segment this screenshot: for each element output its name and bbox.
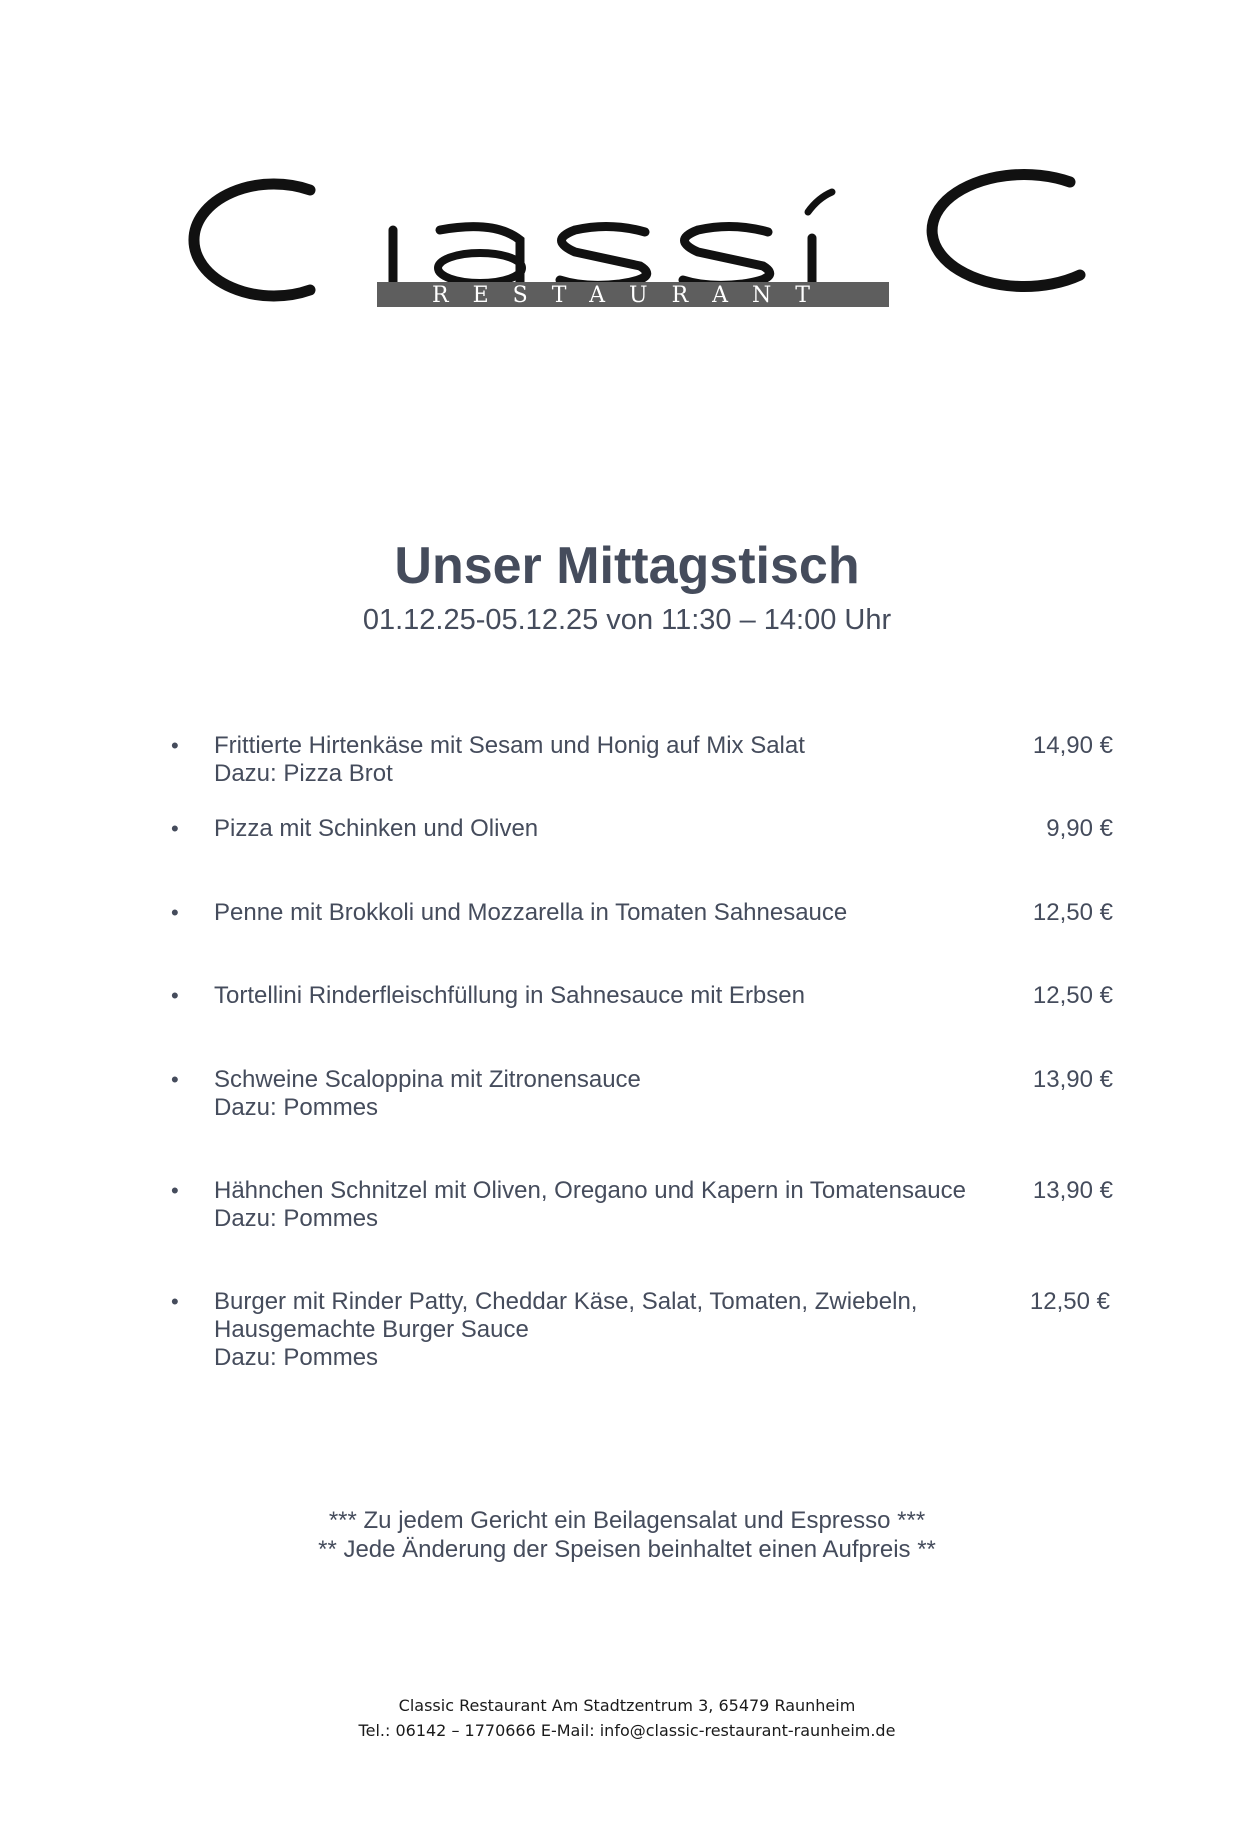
menu-item-line: Penne mit Brokkoli und Mozzarella in Tomaten Sahnesauce <box>214 899 848 926</box>
bullet: • <box>171 900 179 925</box>
menu-item-line: Pizza mit Schinken und Oliven <box>214 815 539 842</box>
menu-item-description <box>214 982 1004 1010</box>
note-line: ** Jede Änderung der Speisen beinhaltet einen Aufpreis ** <box>318 1536 936 1563</box>
menu-item-line: Frittierte Hirtenkäse mit Sesam und Honig auf Mix Salat <box>214 732 805 759</box>
menu-item-line: Dazu: Pommes <box>214 1344 379 1371</box>
menu-item-line: Dazu: Pizza Brot <box>214 760 393 787</box>
menu-item-price: 12,50 € <box>1029 1288 1110 1315</box>
bullet: • <box>171 983 179 1008</box>
menu-item-line: Tortellini Rinderfleischfüllung in Sahnesauce mit Erbsen <box>214 982 805 1009</box>
menu-item-description <box>214 1177 1004 1233</box>
menu-item-price: 14,90 € <box>1032 732 1113 759</box>
menu-item-description <box>214 1288 1004 1372</box>
page-subtitle: 01.12.25-05.12.25 von 11:30 – 14:00 Uhr <box>362 604 892 636</box>
menu-item-description <box>214 815 1004 843</box>
logo-letter-a-bowl <box>438 253 522 283</box>
bullet: • <box>171 1178 179 1203</box>
logo-tagline: RESTAURANT <box>432 283 834 308</box>
bullet: • <box>171 816 179 841</box>
footer-contact <box>0 1693 1254 1743</box>
menu-item-description <box>214 1066 1004 1122</box>
menu-item-line: Schweine Scaloppina mit Zitronensauce <box>214 1066 641 1093</box>
menu-item-price: 12,50 € <box>1032 982 1113 1009</box>
logo-letter-s-1 <box>560 226 647 285</box>
menu-item-price: 12,50 € <box>1032 899 1113 926</box>
note-line: *** Zu jedem Gericht ein Beilagensalat und Espresso *** <box>328 1507 926 1534</box>
menu-item-line: Dazu: Pommes <box>214 1094 379 1121</box>
menu-notes <box>0 1506 1254 1564</box>
bullet: • <box>171 1067 179 1092</box>
menu-item-price: 13,90 € <box>1032 1066 1113 1093</box>
menu-item-line: Hausgemachte Burger Sauce <box>214 1316 529 1343</box>
bullet: • <box>171 733 179 758</box>
bullet: • <box>171 1289 179 1314</box>
menu-item-description <box>214 899 1004 927</box>
menu-item-line: Burger mit Rinder Patty, Cheddar Käse, Salat, Tomaten, Zwiebeln, <box>214 1288 918 1315</box>
menu-item-line: Dazu: Pommes <box>214 1205 379 1232</box>
menu-item-price: 13,90 € <box>1032 1177 1113 1204</box>
page-title: Unser Mittagstisch <box>394 537 860 595</box>
menu-item-line: Hähnchen Schnitzel mit Oliven, Oregano und Kapern in Tomatensauce <box>214 1177 967 1204</box>
footer-phone-email: Tel.: 06142 – 1770666 E-Mail: info@classic-restaurant-raunheim.de <box>358 1721 896 1740</box>
restaurant-logo <box>0 130 1254 330</box>
logo-letter-c-left <box>194 184 310 296</box>
menu-item-description <box>214 732 1004 788</box>
logo-letter-c-right <box>932 175 1080 287</box>
logo-letter-i-dot <box>808 192 832 212</box>
footer-address: Classic Restaurant Am Stadtzentrum 3, 65479 Raunheim <box>398 1696 856 1715</box>
logo-letter-s-2 <box>683 226 770 285</box>
menu-item-price: 9,90 € <box>1046 815 1113 842</box>
classic-logo-graphic <box>0 130 1254 330</box>
